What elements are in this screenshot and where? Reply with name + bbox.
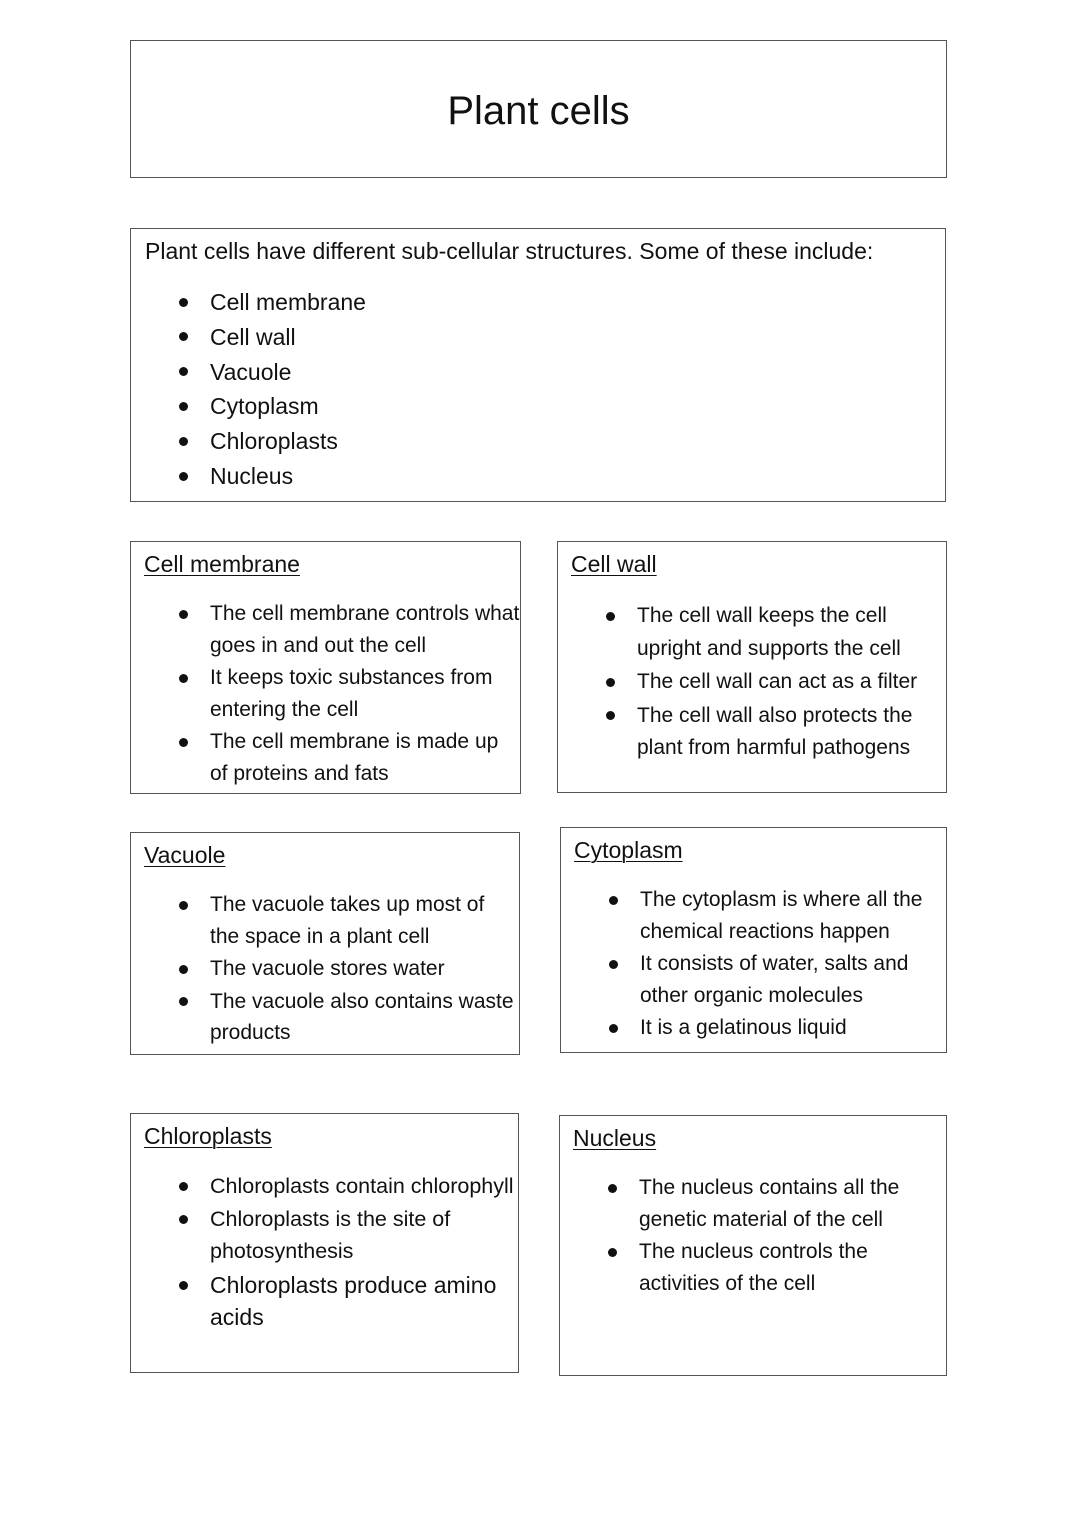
list-item: It consists of water, salts and other organic molecules <box>640 948 946 1011</box>
list-item: The cell membrane controls what goes in and out the cell <box>210 598 520 661</box>
list-item: Nucleus <box>210 459 366 494</box>
list-item: Chloroplasts is the site of photosynthesis <box>210 1203 518 1267</box>
card-points <box>210 598 520 790</box>
cell-membrane-card <box>130 541 521 794</box>
list-item: The cell membrane is made up of proteins and fats <box>210 726 520 789</box>
title-box <box>130 40 947 178</box>
card-points <box>639 1172 946 1300</box>
list-item: Chloroplasts produce amino acids <box>210 1269 518 1333</box>
structure-list <box>210 285 366 494</box>
cell-wall-card <box>557 541 947 793</box>
list-item: Chloroplasts <box>210 424 366 459</box>
list-item: The cytoplasm is where all the chemical reactions happen <box>640 884 946 947</box>
list-item: It keeps toxic substances from entering the cell <box>210 662 520 725</box>
chloroplasts-card <box>130 1113 519 1373</box>
card-points <box>640 884 946 1045</box>
list-item: Chloroplasts contain chlorophyll <box>210 1170 518 1202</box>
card-heading: Nucleus <box>573 1125 657 1151</box>
list-item: The vacuole stores water <box>210 953 519 985</box>
list-item: Vacuole <box>210 355 366 390</box>
nucleus-card <box>559 1115 947 1376</box>
card-heading: Cytoplasm <box>574 837 683 863</box>
list-item: It is a gelatinous liquid <box>640 1012 946 1044</box>
card-heading: Vacuole <box>144 842 226 868</box>
list-item: The vacuole also contains waste products <box>210 986 519 1049</box>
list-item: The vacuole takes up most of the space in a plant cell <box>210 889 519 952</box>
intro-text: Plant cells have different sub-cellular structures. Some of these include: <box>145 238 874 264</box>
list-item: The cell wall can act as a filter <box>637 666 946 699</box>
list-item: Cytoplasm <box>210 389 366 424</box>
card-heading: Cell wall <box>571 551 657 577</box>
cytoplasm-card <box>560 827 947 1053</box>
list-item: Cell wall <box>210 320 366 355</box>
page-title: Plant cells <box>447 89 630 133</box>
list-item: The nucleus controls the activities of the cell <box>639 1236 946 1299</box>
list-item: The cell wall also protects the plant from harmful pathogens <box>637 700 946 765</box>
card-heading: Chloroplasts <box>144 1123 272 1149</box>
card-points <box>210 889 519 1050</box>
card-heading: Cell membrane <box>144 551 300 577</box>
list-item: The cell wall keeps the cell upright and supports the cell <box>637 600 946 665</box>
vacuole-card <box>130 832 520 1055</box>
card-points <box>210 1170 518 1334</box>
card-points <box>637 600 946 766</box>
intro-box <box>130 228 946 502</box>
list-item: The nucleus contains all the genetic material of the cell <box>639 1172 946 1235</box>
list-item: Cell membrane <box>210 285 366 320</box>
